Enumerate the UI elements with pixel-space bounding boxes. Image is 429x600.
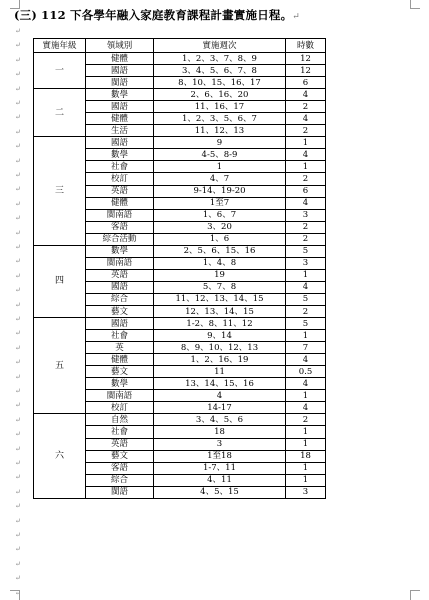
paragraph-mark: ↵ xyxy=(15,430,21,439)
table-row xyxy=(34,318,326,330)
weeks-cell: 5、7、8 xyxy=(154,281,286,293)
subject-cell: 藝文 xyxy=(86,450,154,462)
hours-cell: 3 xyxy=(286,486,326,498)
paragraph-mark: ↵ xyxy=(15,559,21,568)
weeks-cell: 8、10、15、16、17 xyxy=(154,77,286,89)
header-hours: 時數 xyxy=(286,39,326,53)
hours-cell: 12 xyxy=(286,65,326,77)
paragraph-mark: ↵ xyxy=(15,271,21,280)
hours-cell: 2 xyxy=(286,173,326,185)
weeks-cell: 1至7 xyxy=(154,197,286,209)
weeks-cell: 14-17 xyxy=(154,402,286,414)
weeks-cell: 1、4、8 xyxy=(154,257,286,269)
hours-cell: 5 xyxy=(286,318,326,330)
hours-cell: 4 xyxy=(286,113,326,125)
subject-cell: 數學 xyxy=(86,245,154,257)
hours-cell: 1 xyxy=(286,269,326,281)
hours-cell: 4 xyxy=(286,197,326,209)
page-corner-marker xyxy=(410,0,420,9)
paragraph-mark: ↵ xyxy=(15,502,21,511)
header-subject: 領域別 xyxy=(86,39,154,53)
paragraph-mark: ↵ xyxy=(15,516,21,525)
subject-cell: 綜合活動 xyxy=(86,233,154,245)
hours-cell: 6 xyxy=(286,185,326,197)
hours-cell: 3 xyxy=(286,257,326,269)
hours-cell: 4 xyxy=(286,378,326,390)
paragraph-mark: ↵ xyxy=(15,70,21,79)
paragraph-mark: ↵ xyxy=(15,415,21,424)
paragraph-mark: ↵ xyxy=(15,531,21,539)
table-row xyxy=(34,137,326,149)
hours-cell: 4 xyxy=(286,89,326,101)
weeks-cell: 9-14、19-20 xyxy=(154,185,286,197)
subject-cell: 健體 xyxy=(86,53,154,65)
subject-cell: 健體 xyxy=(86,197,154,209)
paragraph-mark: ↵ xyxy=(15,55,21,64)
paragraph-mark: ↵ xyxy=(15,329,21,338)
paragraph-marks-column xyxy=(15,0,25,600)
weeks-cell: 1至18 xyxy=(154,450,286,462)
weeks-cell: 1-2、8、11、12 xyxy=(154,318,286,330)
subject-cell: 客語 xyxy=(86,462,154,474)
weeks-cell: 11、12、13 xyxy=(154,125,286,137)
paragraph-mark: ↵ xyxy=(15,372,21,381)
table-row xyxy=(34,245,326,257)
hours-cell: 7 xyxy=(286,342,326,354)
subject-cell: 社會 xyxy=(86,426,154,438)
subject-cell: 英 xyxy=(86,342,154,354)
paragraph-mark: ↵ xyxy=(15,444,21,453)
hours-cell: 2 xyxy=(286,125,326,137)
subject-cell: 閩語 xyxy=(86,486,154,498)
hours-cell: 4 xyxy=(286,149,326,161)
subject-cell: 藝文 xyxy=(86,305,154,317)
subject-cell: 英語 xyxy=(86,438,154,450)
paragraph-mark: ↵ xyxy=(15,113,21,122)
paragraph-mark: ↵ xyxy=(15,545,21,554)
subject-cell: 國語 xyxy=(86,137,154,149)
paragraph-mark: ↵ xyxy=(15,286,21,295)
weeks-cell: 3、4、5、6、7、8 xyxy=(154,65,286,77)
schedule-table xyxy=(33,38,326,499)
paragraph-mark: ↵ xyxy=(292,12,301,22)
hours-cell: 1 xyxy=(286,390,326,402)
subject-cell: 生活 xyxy=(86,125,154,137)
hours-cell: 6 xyxy=(286,77,326,89)
hours-cell: 2 xyxy=(286,414,326,426)
grade-cell: 五 xyxy=(34,318,86,414)
grade-cell: 三 xyxy=(34,137,86,245)
weeks-cell: 13、14、15、16 xyxy=(154,378,286,390)
subject-cell: 國語 xyxy=(86,101,154,113)
hours-cell: 4 xyxy=(286,402,326,414)
paragraph-mark: ↵ xyxy=(15,315,21,323)
hours-cell: 2 xyxy=(286,233,326,245)
table-header-row xyxy=(34,39,326,53)
weeks-cell: 2、6、16、20 xyxy=(154,89,286,101)
paragraph-mark: ↵ xyxy=(15,387,21,395)
subject-cell: 校訂 xyxy=(86,402,154,414)
paragraph-mark: ↵ xyxy=(15,41,21,50)
subject-cell: 英語 xyxy=(86,269,154,281)
hours-cell: 18 xyxy=(286,450,326,462)
weeks-cell: 4-5、8-9 xyxy=(154,149,286,161)
subject-cell: 閩語 xyxy=(86,77,154,89)
hours-cell: 5 xyxy=(286,293,326,305)
paragraph-mark: ↵ xyxy=(15,300,21,309)
subject-cell: 客語 xyxy=(86,221,154,233)
grade-cell: 二 xyxy=(34,89,86,137)
paragraph-mark: ↵ xyxy=(15,214,21,223)
paragraph-mark: ↵ xyxy=(15,257,21,266)
paragraph-mark: ↵ xyxy=(15,574,21,583)
paragraph-mark: ↵ xyxy=(15,228,21,237)
subject-cell: 閩南語 xyxy=(86,390,154,402)
hours-cell: 2 xyxy=(286,101,326,113)
weeks-cell: 3、4、5、6 xyxy=(154,414,286,426)
grade-cell: 一 xyxy=(34,53,86,89)
subject-cell: 閩南語 xyxy=(86,209,154,221)
weeks-cell: 1、2、3、7、8、9 xyxy=(154,53,286,65)
hours-cell: 4 xyxy=(286,354,326,366)
weeks-cell: 18 xyxy=(154,426,286,438)
weeks-cell: 4 xyxy=(154,390,286,402)
hours-cell: 1 xyxy=(286,137,326,149)
hours-cell: 12 xyxy=(286,53,326,65)
paragraph-mark: ↵ xyxy=(15,588,21,597)
weeks-cell: 1、6、7 xyxy=(154,209,286,221)
subject-cell: 藝文 xyxy=(86,366,154,378)
paragraph-mark: ↵ xyxy=(15,401,21,410)
paragraph-mark: ↵ xyxy=(15,185,21,194)
paragraph-mark: ↵ xyxy=(15,84,21,93)
paragraph-mark: ↵ xyxy=(15,343,21,352)
weeks-cell: 1、2、3、5、6、7 xyxy=(154,113,286,125)
subject-cell: 綜合 xyxy=(86,293,154,305)
paragraph-mark: ↵ xyxy=(15,473,21,482)
paragraph-mark: ↵ xyxy=(15,171,21,179)
weeks-cell: 11 xyxy=(154,366,286,378)
subject-cell: 數學 xyxy=(86,149,154,161)
weeks-cell: 9 xyxy=(154,137,286,149)
hours-cell: 2 xyxy=(286,305,326,317)
weeks-cell: 9、14 xyxy=(154,330,286,342)
hours-cell: 1 xyxy=(286,438,326,450)
paragraph-mark: ↵ xyxy=(15,487,21,496)
hours-cell: 1 xyxy=(286,462,326,474)
weeks-cell: 19 xyxy=(154,269,286,281)
paragraph-mark: ↵ xyxy=(15,99,21,107)
table-row xyxy=(34,53,326,65)
weeks-cell: 4、7 xyxy=(154,173,286,185)
subject-cell: 社會 xyxy=(86,330,154,342)
weeks-cell: 4、11 xyxy=(154,474,286,486)
subject-cell: 數學 xyxy=(86,378,154,390)
subject-cell: 國語 xyxy=(86,318,154,330)
grade-cell: 六 xyxy=(34,414,86,498)
subject-cell: 自然 xyxy=(86,414,154,426)
subject-cell: 閩南語 xyxy=(86,257,154,269)
paragraph-mark: ↵ xyxy=(15,243,21,251)
subject-cell: 健體 xyxy=(86,354,154,366)
table-row xyxy=(34,414,326,426)
weeks-cell: 1-7、11 xyxy=(154,462,286,474)
hours-cell: 2 xyxy=(286,221,326,233)
subject-cell: 社會 xyxy=(86,161,154,173)
paragraph-mark: ↵ xyxy=(15,199,21,208)
document-title xyxy=(14,7,300,23)
hours-cell: 5 xyxy=(286,245,326,257)
weeks-cell: 8、9、10、12、13 xyxy=(154,342,286,354)
weeks-cell: 11、16、17 xyxy=(154,101,286,113)
hours-cell: 4 xyxy=(286,281,326,293)
subject-cell: 國語 xyxy=(86,65,154,77)
header-weeks: 實施週次 xyxy=(154,39,286,53)
weeks-cell: 1 xyxy=(154,161,286,173)
header-grade: 實施年級 xyxy=(34,39,86,53)
hours-cell: 3 xyxy=(286,209,326,221)
hours-cell: 1 xyxy=(286,161,326,173)
page-corner-marker xyxy=(10,590,20,600)
weeks-cell: 2、5、6、15、16 xyxy=(154,245,286,257)
subject-cell: 綜合 xyxy=(86,474,154,486)
table-row xyxy=(34,89,326,101)
page-corner-marker xyxy=(410,590,420,600)
subject-cell: 英語 xyxy=(86,185,154,197)
weeks-cell: 11、12、13、14、15 xyxy=(154,293,286,305)
hours-cell: 0.5 xyxy=(286,366,326,378)
paragraph-mark: ↵ xyxy=(15,142,21,151)
subject-cell: 校訂 xyxy=(86,173,154,185)
weeks-cell: 3、20 xyxy=(154,221,286,233)
weeks-cell: 1、6 xyxy=(154,233,286,245)
hours-cell: 1 xyxy=(286,474,326,486)
page-corner-marker xyxy=(10,0,20,9)
paragraph-mark: ↵ xyxy=(15,459,21,467)
paragraph-mark: ↵ xyxy=(15,156,21,165)
paragraph-mark: ↵ xyxy=(15,27,21,35)
title-text: (三) 112 下各學年融入家庭教育課程計畫實施日程。 xyxy=(14,8,293,22)
grade-cell: 四 xyxy=(34,245,86,317)
paragraph-mark: ↵ xyxy=(15,127,21,136)
weeks-cell: 1、2、16、19 xyxy=(154,354,286,366)
weeks-cell: 12、13、14、15 xyxy=(154,305,286,317)
hours-cell: 1 xyxy=(286,426,326,438)
subject-cell: 國語 xyxy=(86,281,154,293)
weeks-cell: 4、5、15 xyxy=(154,486,286,498)
hours-cell: 1 xyxy=(286,330,326,342)
weeks-cell: 3 xyxy=(154,438,286,450)
paragraph-mark: ↵ xyxy=(15,358,21,367)
subject-cell: 數學 xyxy=(86,89,154,101)
subject-cell: 健體 xyxy=(86,113,154,125)
